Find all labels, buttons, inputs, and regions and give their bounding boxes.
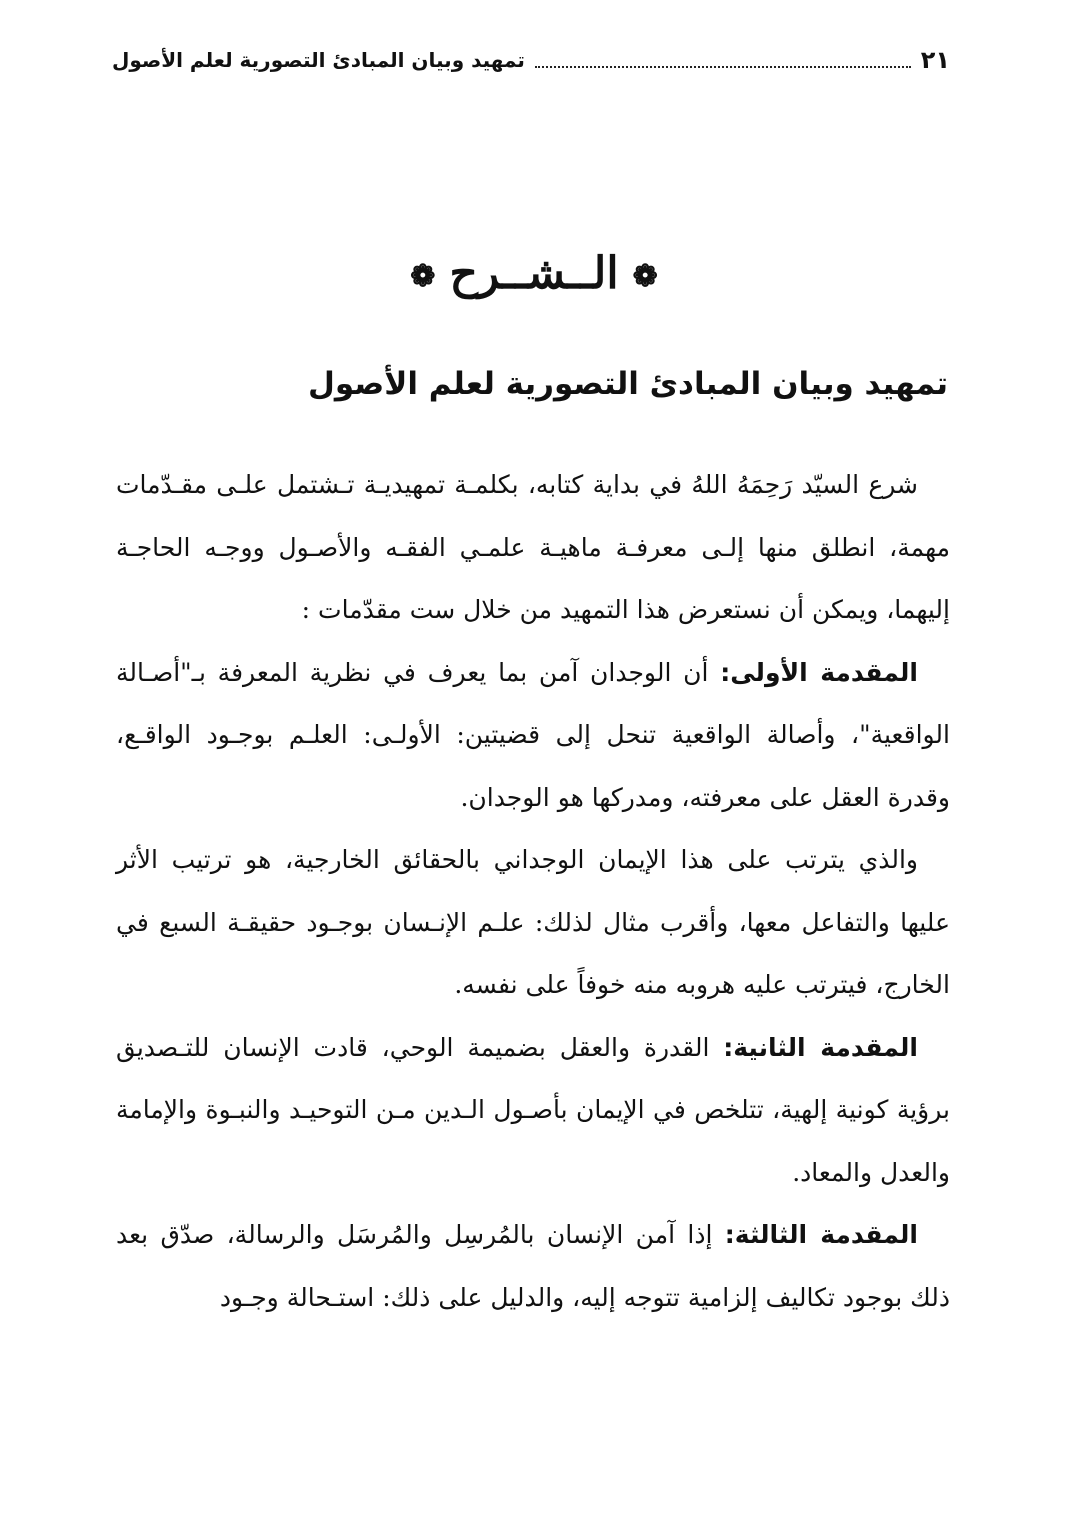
running-header [112,40,950,80]
paragraph-text: إذا آمن الإنسان بالمُرسِل والمُرسَل والرسالة، صدّق بعد ذلك بوجود تكاليف إلزامية تتوجه إليه، والدليل على ذلك: استـحالة وجـود [116,1220,950,1312]
ornament-right-icon: ❁ [632,259,658,294]
ornamented-heading-text: الــشــرح [449,248,619,299]
paragraph-text: شرع السيّد رَحِمَهُ اللهُ في بداية كتابه، بكلمـة تمهيديـة تـشتمل علـى مقـدّمات مهمة، انطلق منها إلـى معرفـة ماهيـة علمـي الفقـه والأصـول ووجـه الحاجـة إليهما، ويمكن أن نستعرض هذا التمهيد من خلال ست مقدّمات : [116,470,950,624]
paragraph-lead: المقدمة الثانية: [723,1032,918,1062]
paragraph [116,829,950,1017]
paragraph [116,1204,950,1329]
ornamented-heading [0,248,1068,299]
ornament-left-icon: ❁ [410,259,436,294]
body-text [116,454,950,1329]
paragraph-text: أن الوجدان آمن بما يعرف في نظرية المعرفة بـ"أصـالة الواقعية"، وأصالة الواقعية تنحل إلى قضيتين: الأولـى: العلـم بوجـود الواقـع، وقدرة العقل على معرفته، ومدركها هو الوجدان. [116,657,950,812]
page-number: ٢١ [920,46,950,74]
header-title: تمهيد وبيان المبادئ التصورية لعلم الأصول [112,48,525,72]
section-title: تمهيد وبيان المبادئ التصورية لعلم الأصول [307,366,948,402]
paragraph [116,454,950,642]
paragraph-text: والذي يترتب على هذا الإيمان الوجداني بالحقائق الخارجية، هو ترتيب الأثر عليها والتفاعل معها، وأقرب مثال لذلك: علـم الإنـسان بوجـود حقيقـة السبع في الخارج، فيترتب عليه هروبه منه خوفاً على نفسه. [116,845,950,999]
paragraph-lead: المقدمة الثالثة: [724,1220,919,1249]
paragraph-lead: المقدمة الأولى: [720,657,918,687]
header-dot-leader [535,52,911,68]
paragraph [116,642,950,830]
paragraph-text: القدرة والعقل بضميمة الوحي، قادت الإنسان للتـصديق برؤية كونية إلهية، تتلخص في الإيمان بأصـول الـدين مـن التوحيـد والنبـوة والإمامة والعدل والمعاد. [116,1032,951,1187]
paragraph [116,1017,950,1205]
